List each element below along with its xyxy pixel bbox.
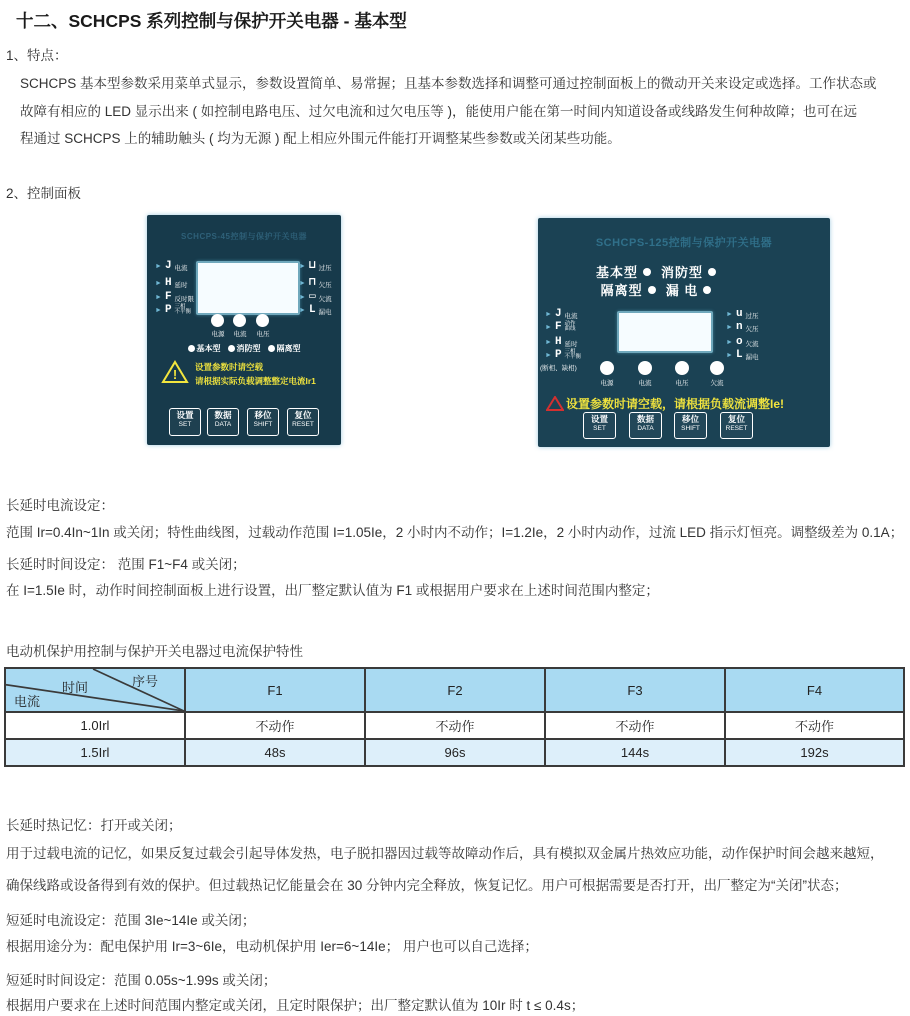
warning-triangle-icon (546, 396, 564, 411)
button-label-en: SET (178, 420, 192, 428)
type-dot-icon (643, 268, 651, 276)
set-button (583, 412, 616, 439)
led-arrow-icon: ► (299, 306, 306, 314)
type-label: 消防型 (236, 344, 261, 353)
delay-symbol-icon: H (164, 276, 172, 289)
button-label-en: RESET (292, 420, 314, 428)
table-caption: 电动机保护用控制与保护开关电器过电流保护特性 (6, 644, 303, 659)
table-row (5, 712, 904, 739)
reset-button (720, 412, 753, 439)
button-label-cn: 复位 (727, 414, 745, 424)
corner-label-current: 电流 (14, 694, 41, 709)
led-label: 延时 (174, 282, 188, 289)
warning-text: 设置参数时请空载，请根据负载流调整Ie! (566, 397, 785, 411)
led-label: 过压 (318, 265, 332, 272)
current-symbol-icon: J (164, 259, 172, 272)
button-label-cn: 移位 (254, 410, 272, 420)
protection-table-wrap (4, 667, 903, 767)
button-label-cn: 设置 (176, 410, 194, 420)
panel1-title: SCHCPS-45控制与保护开关电器 (181, 232, 307, 241)
indicator-label: 电流 (233, 331, 247, 338)
current-indicator (233, 314, 246, 327)
led-label: 反时限 (174, 296, 195, 303)
type-dot-icon (648, 286, 656, 294)
led-label: 欠流 (318, 296, 332, 303)
page-title: 十二、SCHCPS 系列控制与保护开关电器 - 基本型 (16, 11, 407, 31)
row-label: 1.5Irl (5, 739, 185, 766)
data-button (629, 412, 662, 439)
led-label: 三相 (174, 303, 186, 310)
led-arrow-icon: ► (299, 279, 306, 287)
control-panel-schcps45 (147, 215, 341, 445)
undercurrent-indicator (710, 361, 724, 375)
table-header-row (5, 668, 904, 712)
short-delay-time-body: 根据用户要求在上述时间范围内整定或关闭，且定时限保护；出厂整定默认值为 10Ir 时 t ≤ 0.4s； (6, 998, 585, 1013)
long-delay-time-body: 在 I=1.5Ie 时，动作时间控制面板上进行设置，出厂整定默认值为 F1 或根据用户要求在上述时间范围内整定； (6, 583, 659, 598)
undercurrent-symbol-icon: o (735, 335, 743, 348)
shift-button (247, 408, 279, 436)
led-arrow-icon: ► (299, 262, 306, 270)
features-heading: 1、特点： (6, 48, 68, 63)
long-delay-time-heading: 长延时时间设定： 范围 F1~F4 或关闭； (6, 557, 246, 572)
short-delay-current-body: 根据用途分为：配电保护用 Ir=3~6Ie，电动机保护用 Ier=6~14Ie； 用户也可以自己选择； (6, 939, 538, 954)
overvoltage-symbol-icon: ⊔ (308, 259, 316, 272)
corner-label-time: 时间 (62, 680, 89, 695)
led-arrow-icon: ► (726, 338, 733, 346)
led-label-2: 不平衡 (174, 309, 192, 315)
undervoltage-symbol-icon: n (735, 320, 743, 333)
panel1-type-row (147, 343, 341, 354)
led-label-2: 曲线 (564, 326, 576, 332)
led-label: 三相 (564, 348, 576, 355)
short-delay-time-heading: 短延时时间设定：范围 0.05s~1.99s 或关闭； (6, 973, 277, 988)
long-delay-current-body: 范围 Ir=0.4In~1In 或关闭；特性曲线图，过载动作范围 I=1.05Ie，2 小时内不动作；I=1.2Ie，2 小时内动作，过流 LED 指示灯恒亮。调整级差为 0.1A； (6, 525, 904, 540)
type-label: 基本型 (196, 344, 221, 353)
panel2-led-phase-unbalance (545, 348, 581, 362)
type-label: 隔离型 (276, 344, 301, 353)
voltage-indicator (256, 314, 269, 327)
table-row (5, 739, 904, 766)
panel1-led-current (155, 259, 188, 273)
corner-label-seq: 序号 (132, 674, 159, 689)
shift-button (674, 412, 707, 439)
column-header-f3: F3 (545, 668, 725, 712)
lcd-display (196, 261, 300, 315)
type-label: 隔离型 (600, 283, 643, 298)
lcd-display (617, 311, 713, 353)
delay-symbol-icon: H (554, 335, 562, 348)
led-arrow-icon: ► (545, 351, 552, 359)
led-label: 电流 (564, 313, 578, 320)
button-label-en: RESET (725, 424, 748, 432)
indicator-label: 电源 (600, 380, 614, 387)
panel2-led-leakage (726, 348, 759, 362)
led-label: 欠流 (745, 341, 759, 348)
phase-note: (断相、缺相) (540, 365, 577, 372)
button-label-en: DATA (637, 424, 654, 432)
led-label: 延时 (564, 341, 578, 348)
data-button (207, 408, 239, 436)
panels-heading: 2、控制面板 (6, 186, 82, 201)
type-dot-icon (708, 268, 716, 276)
led-label: 电流 (174, 265, 188, 272)
panel1-led-inverse-time (155, 290, 194, 304)
type-label: 漏 电 (665, 283, 699, 298)
features-line-1: SCHCPS 基本型参数采用菜单式显示，参数设置简单、易常握；且基本参数选择和调整可通过控制面板上的微动开关来设定或选择。工作状态或 (20, 76, 877, 91)
led-label: 欠压 (745, 326, 759, 333)
panel2-led-current (545, 307, 578, 321)
features-line-2: 故障有相应的 LED 显示出来 ( 如控制电路电压、过欠电流和过欠电压等 )，能使用户能在第一时间内知道设备或线路发生何种故障；也可在远 (20, 104, 858, 119)
undervoltage-symbol-icon: ⊓ (308, 276, 316, 289)
protection-table (4, 667, 905, 767)
indicator-label: 电源 (211, 331, 225, 338)
leakage-symbol-icon: L (308, 303, 316, 316)
current-symbol-icon: J (554, 307, 562, 320)
column-header-f4: F4 (725, 668, 904, 712)
led-arrow-icon: ► (545, 310, 552, 318)
short-delay-current-heading: 短延时电流设定：范围 3Ie~14Ie 或关闭； (6, 913, 256, 928)
indicator-label: 欠流 (710, 380, 724, 387)
type-label: 消防型 (661, 265, 704, 280)
table-cell: 不动作 (725, 712, 904, 739)
row-label: 1.0Irl (5, 712, 185, 739)
led-arrow-icon: ► (155, 262, 162, 270)
led-arrow-icon: ► (726, 351, 733, 359)
table-cell: 48s (185, 739, 365, 766)
led-label: 欠压 (318, 282, 332, 289)
type-dot-icon (228, 345, 235, 352)
led-label-2: 不平衡 (564, 354, 582, 360)
led-arrow-icon: ► (726, 310, 733, 318)
warning-text-2: 请根据实际负载调整整定电流Ir1 (195, 376, 316, 386)
panel2-led-undervoltage (726, 320, 759, 334)
thermal-line-2: 确保线路或设备得到有效的保护。但过载热记忆能量会在 30 分钟内完全释放，恢复记忆。用户可根据需要是否打开，出厂整定为“关闭”状态； (6, 878, 848, 893)
thermal-heading: 长延时热记忆：打开或关闭； (6, 818, 182, 833)
voltage-indicator (675, 361, 689, 375)
power-indicator (211, 314, 224, 327)
button-label-cn: 设置 (590, 414, 608, 424)
button-label-cn: 数据 (214, 410, 232, 420)
led-arrow-icon: ► (155, 293, 162, 301)
leakage-symbol-icon: L (735, 348, 743, 361)
panel2-led-action-curve (545, 320, 576, 334)
panel2-type-row-1 (538, 262, 784, 281)
power-indicator (600, 361, 614, 375)
table-corner-cell (5, 668, 185, 712)
button-label-cn: 数据 (636, 414, 654, 424)
led-label: 漏电 (318, 309, 332, 316)
table-cell: 192s (725, 739, 904, 766)
inverse-time-symbol-icon: F (164, 290, 172, 303)
led-arrow-icon: ► (545, 338, 552, 346)
reset-button (287, 408, 319, 436)
led-label: 过压 (745, 313, 759, 320)
phase-unbalance-symbol-icon: P (164, 303, 172, 316)
button-label-en: SHIFT (681, 424, 700, 432)
control-panel-schcps125 (538, 218, 830, 447)
table-cell: 144s (545, 739, 725, 766)
button-label-cn: 复位 (294, 410, 312, 420)
current-indicator (638, 361, 652, 375)
type-dot-icon (188, 345, 195, 352)
panel2-led-delay (545, 335, 578, 349)
panel1-led-phase-unbalance (155, 303, 191, 317)
panel1-led-leakage (299, 303, 332, 317)
warning-triangle-icon (161, 360, 189, 385)
panel2-title: SCHCPS-125控制与保护开关电器 (595, 237, 773, 249)
column-header-f2: F2 (365, 668, 545, 712)
led-label: 动作 (564, 320, 576, 327)
button-label-en: SET (593, 424, 606, 432)
thermal-line-1: 用于过载电流的记忆，如果反复过载会引起导体发热，电子脱扣器因过载等故障动作后，具有模拟双金属片热效应功能，动作保护时间会越来越短， (6, 846, 884, 861)
features-line-3: 程通过 SCHCPS 上的辅助触头 ( 均为无源 ) 配上相应外围元件能打开调整某些参数或关闭某些功能。 (20, 131, 621, 146)
table-cell: 96s (365, 739, 545, 766)
panel1-led-undervoltage (299, 276, 332, 290)
button-label-cn: 移位 (681, 414, 699, 424)
svg-text:!: ! (172, 367, 178, 382)
column-header-f1: F1 (185, 668, 365, 712)
set-button (169, 408, 201, 436)
undercurrent-symbol-icon: ▭ (308, 290, 316, 303)
led-arrow-icon: ► (299, 293, 306, 301)
panel1-led-delay (155, 276, 188, 290)
panel2-type-row-2 (538, 280, 784, 299)
table-cell: 不动作 (185, 712, 365, 739)
table-cell: 不动作 (365, 712, 545, 739)
indicator-label: 电压 (675, 380, 689, 387)
type-dot-icon (703, 286, 711, 294)
led-arrow-icon: ► (155, 279, 162, 287)
phase-unbalance-symbol-icon: P (554, 348, 562, 361)
button-label-en: DATA (214, 420, 232, 428)
long-delay-current-heading: 长延时电流设定： (6, 498, 114, 513)
led-arrow-icon: ► (155, 306, 162, 314)
indicator-label: 电压 (256, 331, 270, 338)
panel1-led-overvoltage (299, 259, 332, 273)
table-cell: 不动作 (545, 712, 725, 739)
type-dot-icon (268, 345, 275, 352)
led-arrow-icon: ► (545, 323, 552, 331)
indicator-label: 电流 (638, 380, 652, 387)
led-arrow-icon: ► (726, 323, 733, 331)
curve-symbol-icon: F (554, 320, 562, 333)
button-label-en: SHIFT (253, 420, 273, 428)
warning-text-1: 设置参数时请空载 (195, 362, 264, 372)
overvoltage-symbol-icon: u (735, 307, 743, 320)
led-label: 漏电 (745, 354, 759, 361)
type-label: 基本型 (595, 265, 638, 280)
